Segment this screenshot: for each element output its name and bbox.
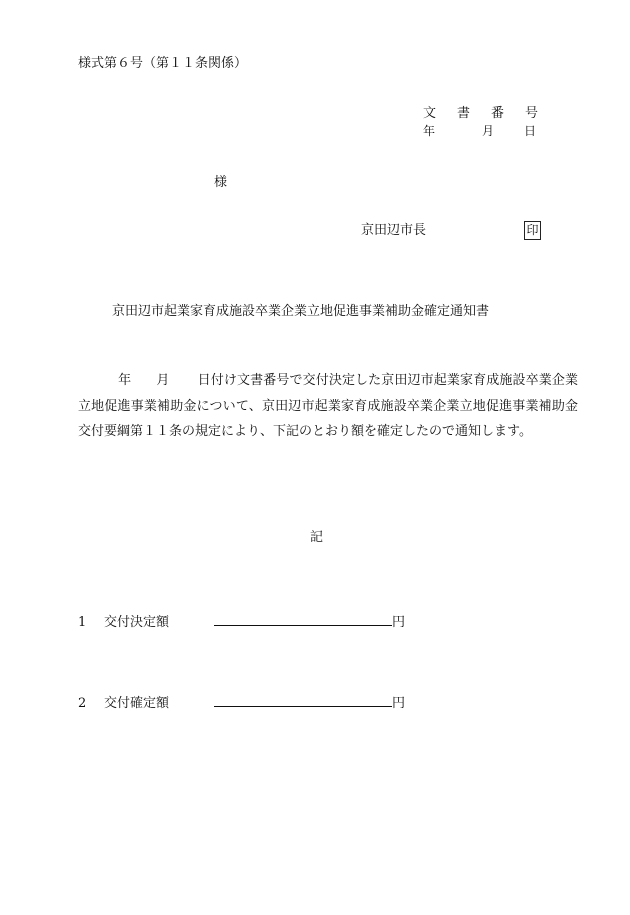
body-text: 日付け文書番号で交付決定した京田辺市起業家育成施設卒業企業立地促進事業補助金について、京田辺市起業家育成施設卒業企業立地促進事業補助金交付要綱第１１条の規定により、下記のとおり額を確定したので通知します。 <box>78 373 578 439</box>
doc-number-char: 書 <box>457 106 471 121</box>
item-number: 2 <box>78 696 87 711</box>
yen-unit: 円 <box>392 696 406 711</box>
body-paragraph <box>78 368 578 445</box>
date-year: 年 <box>423 124 436 138</box>
sender-title: 京田辺市長 <box>361 223 427 238</box>
ki-heading: 記 <box>310 530 324 545</box>
date-month: 月 <box>482 124 495 138</box>
body-month: 月 <box>156 373 170 388</box>
document-number-label <box>423 107 538 120</box>
amount-blank-line <box>214 613 392 626</box>
doc-number-char: 番 <box>491 106 505 121</box>
date-line <box>423 125 536 137</box>
body-year: 年 <box>118 373 132 388</box>
item-row <box>78 613 405 629</box>
date-day: 日 <box>524 124 537 138</box>
seal-mark: 印 <box>524 221 541 240</box>
amount-blank-line <box>214 694 392 707</box>
doc-number-char: 号 <box>525 106 539 121</box>
form-label: 様式第６号（第１１条関係） <box>78 56 248 71</box>
yen-unit: 円 <box>392 615 406 630</box>
item-row <box>78 694 405 710</box>
addressee-suffix: 様 <box>214 175 228 190</box>
document-title: 京田辺市起業家育成施設卒業企業立地促進事業補助金確定通知書 <box>112 304 490 319</box>
doc-number-char: 文 <box>423 106 437 121</box>
item-label: 交付決定額 <box>104 615 170 630</box>
item-number: 1 <box>78 615 87 630</box>
item-label: 交付確定額 <box>104 696 170 711</box>
